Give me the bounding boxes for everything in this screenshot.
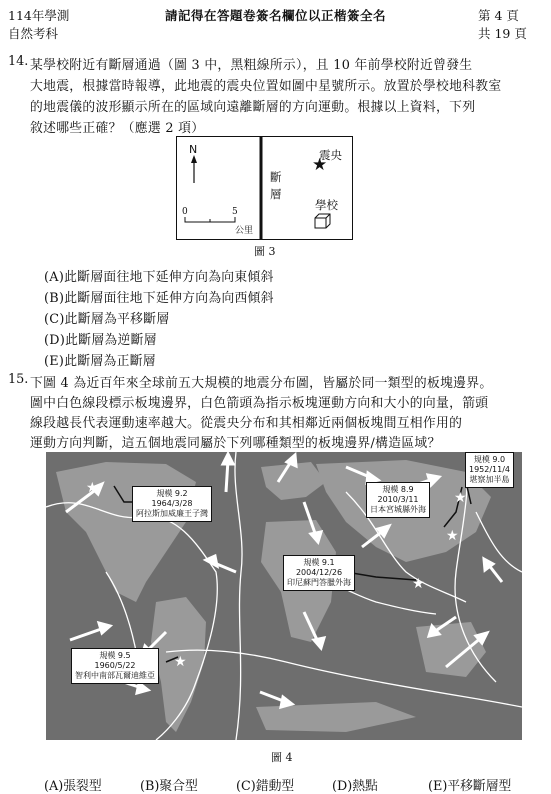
q15-choice-b[interactable]: (B)聚合型 [140,779,198,794]
quake-callout-sumatra: 規模 9.1 2004/12/26 印尼蘇門答臘外海 [283,555,355,591]
q15-line-2: 圖中白色線段標示板塊邊界，白色箭頭為指示板塊運動方向和大小的向量，箭頭 [30,396,489,411]
school-cube-icon [314,213,332,229]
q15-line-1: 下圖 4 為近百年來全球前五大規模的地震分布圖，皆屬於同一類型的板塊邊界。 [30,376,493,391]
figure-3-caption: 圖 3 [254,245,276,258]
q15-choice-a[interactable]: (A)張裂型 [44,779,102,794]
total-pages: 共 19 頁 [478,26,527,41]
q15-choice-e[interactable]: (E)平移斷層型 [428,779,512,794]
q14-option-d[interactable]: (D)此斷層為逆斷層 [44,333,157,348]
scale-unit: 公里 [235,226,254,236]
quake-star-alaska: ★ [86,480,99,496]
scale-five: 5 [232,207,238,217]
q14-option-b[interactable]: (B)此斷層面往地下延伸方向為向西傾斜 [44,291,274,306]
q14-number: 14. [8,54,29,69]
fault-label: 斷層 [270,170,282,201]
figure-3 [176,136,353,240]
epicenter-star-icon: ★ [312,155,328,175]
quake-callout-alaska: 規模 9.2 1964/3/28 阿拉斯加威廉王子灣 [132,486,212,522]
quake-callout-japan: 規模 8.9 2010/3/11 日本宮城縣外海 [366,482,430,518]
q14-line-2: 大地震，根據當時報導，此地震的震央位置如圖中星號所示。放置於學校地科教室 [30,79,502,94]
north-label: N [189,143,198,156]
q15-choice-d[interactable]: (D)熱點 [332,779,378,794]
q15-number: 15. [8,372,29,387]
figure-4-map [46,452,522,740]
school-label: 學校 [315,198,338,212]
q14-option-e[interactable]: (E)此斷層為正斷層 [44,354,156,369]
signature-notice: 請記得在答題卷簽名欄位以正楷簽全名 [165,8,387,23]
quake-star-chile: ★ [174,654,187,670]
q15-choice-c[interactable]: (C)錯動型 [236,779,295,794]
quake-callout-chile: 規模 9.5 1960/5/22 智利中南部瓦爾迪維亞 [71,648,159,684]
epicenter-label: 震央 [319,148,342,162]
quake-star-japan: ★ [446,528,459,544]
q14-option-a[interactable]: (A)此斷層面往地下延伸方向為向東傾斜 [44,270,274,285]
q14-option-c[interactable]: (C)此斷層為平移斷層 [44,312,170,327]
quake-star-kamchatka: ★ [454,490,467,506]
q15-line-4: 運動方向判斷，這五個地震同屬於下列哪種類型的板塊邊界/構造區域？ [30,436,441,451]
quake-star-sumatra: ★ [412,576,425,592]
q14-line-1: 某學校附近有斷層通過（圖 3 中，黑粗線所示），且 10 年前學校附近曾發生 [30,58,473,73]
figure-4-caption: 圖 4 [271,751,293,764]
subject-title: 自然考科 [8,26,59,41]
exam-title: 114年學測 [8,8,70,23]
q14-line-3: 的地震儀的波形顯示所在的區域向遠離斷層的方向運動。根據以上資料，下列 [30,100,476,115]
quake-callout-kamchatka: 規模 9.0 1952/11/4 堪察加半島 [465,452,514,488]
q14-line-4: 敘述哪些正確？（應選 2 項） [30,121,205,136]
page-number: 第 4 頁 [478,8,519,23]
q15-line-3: 線段越長代表運動速率越大。從震央分布和其相鄰近兩個板塊間互相作用的 [30,416,463,431]
scale-zero: 0 [182,207,188,217]
